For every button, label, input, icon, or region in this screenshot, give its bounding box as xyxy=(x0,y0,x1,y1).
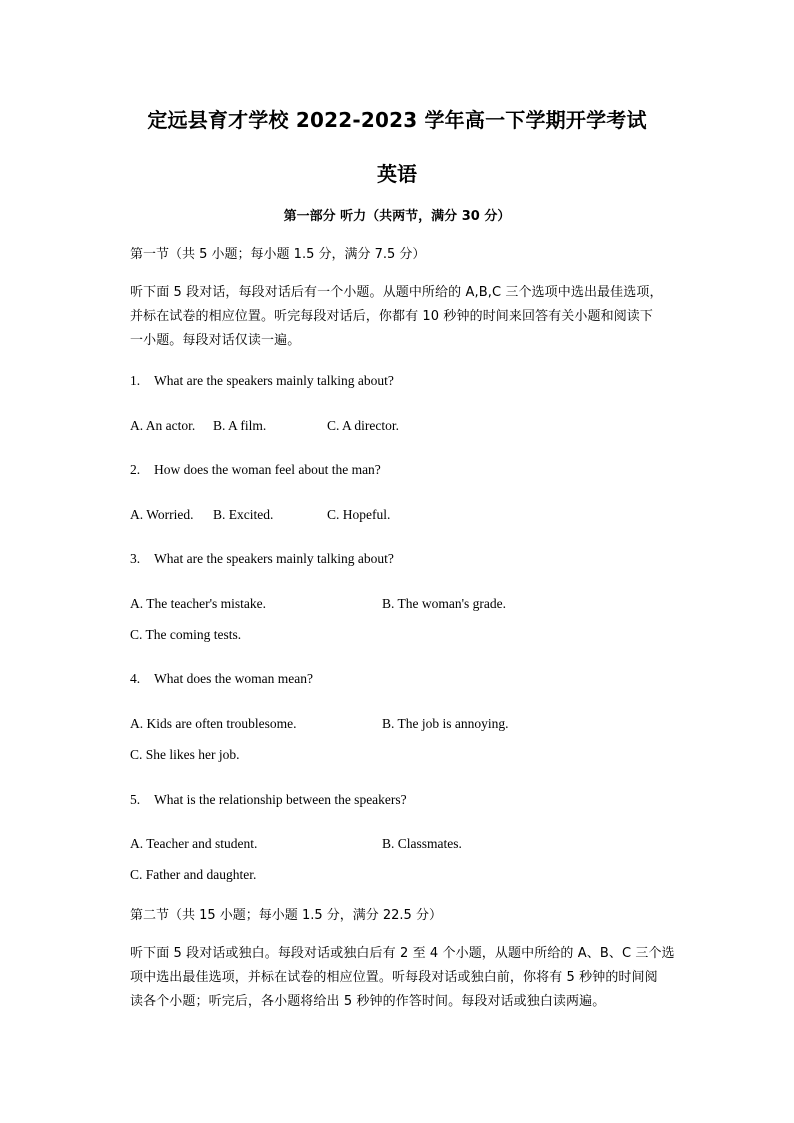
option-b: B. The woman's grade. xyxy=(382,596,507,611)
option-b: B. The job is annoying. xyxy=(382,716,509,731)
option-a: A. Worried. xyxy=(130,507,194,522)
instruction-line: 一小题。每段对话仅读一遍。 xyxy=(130,333,301,348)
question-number: 1. xyxy=(130,373,141,388)
question-number: 5. xyxy=(130,792,141,807)
section2-instructions xyxy=(130,942,695,1014)
instruction-line: 听下面 5 段对话或独白。每段对话或独白后有 2 至 4 个小题，从题中所给的 A、B、C 三个选 xyxy=(130,946,675,961)
part-heading: 第一部分 听力（共两节，满分 30 分） xyxy=(283,209,511,224)
section1-instructions xyxy=(130,281,695,353)
question-text: How does the woman feel about the man? xyxy=(154,462,381,477)
question-number: 3. xyxy=(130,551,141,566)
instruction-line: 项中选出最佳选项，并标在试卷的相应位置。听每段对话或独白前，你将有 5 秒钟的时间阅 xyxy=(130,970,658,985)
exam-title: 定远县育才学校 2022-2023 学年高一下学期开学考试 xyxy=(147,108,647,132)
question-number: 2. xyxy=(130,462,141,477)
question-text: What is the relationship between the speakers? xyxy=(154,792,407,807)
instruction-line: 听下面 5 段对话，每段对话后有一个小题。从题中所给的 A,B,C 三个选项中选出最佳选项， xyxy=(130,285,663,300)
option-a: A. Kids are often troublesome. xyxy=(130,716,297,731)
option-c: C. Hopeful. xyxy=(327,507,391,522)
question-text: What does the woman mean? xyxy=(154,671,313,686)
subject-title: 英语 xyxy=(377,162,417,186)
question-text: What are the speakers mainly talking about? xyxy=(154,373,394,388)
instruction-line: 并标在试卷的相应位置。听完每段对话后，你都有 10 秒钟的时间来回答有关小题和阅读下 xyxy=(130,309,654,324)
option-c: C. The coming tests. xyxy=(130,627,242,642)
option-b: B. Classmates. xyxy=(382,836,462,851)
option-a: A. An actor. xyxy=(130,418,196,433)
section2-heading: 第二节（共 15 小题；每小题 1.5 分，满分 22.5 分） xyxy=(130,908,442,923)
option-b: B. A film. xyxy=(213,418,267,433)
question-text: What are the speakers mainly talking about? xyxy=(154,551,394,566)
question-number: 4. xyxy=(130,671,141,686)
section1-heading: 第一节（共 5 小题；每小题 1.5 分，满分 7.5 分） xyxy=(130,247,426,262)
option-b: B. Excited. xyxy=(213,507,274,522)
option-c: C. She likes her job. xyxy=(130,747,240,762)
option-c: C. Father and daughter. xyxy=(130,867,257,882)
instruction-line: 读各个小题；听完后，各小题将给出 5 秒钟的作答时间。每段对话或独白读两遍。 xyxy=(130,994,606,1009)
option-a: A. Teacher and student. xyxy=(130,836,258,851)
option-c: C. A director. xyxy=(327,418,399,433)
option-a: A. The teacher's mistake. xyxy=(130,596,267,611)
